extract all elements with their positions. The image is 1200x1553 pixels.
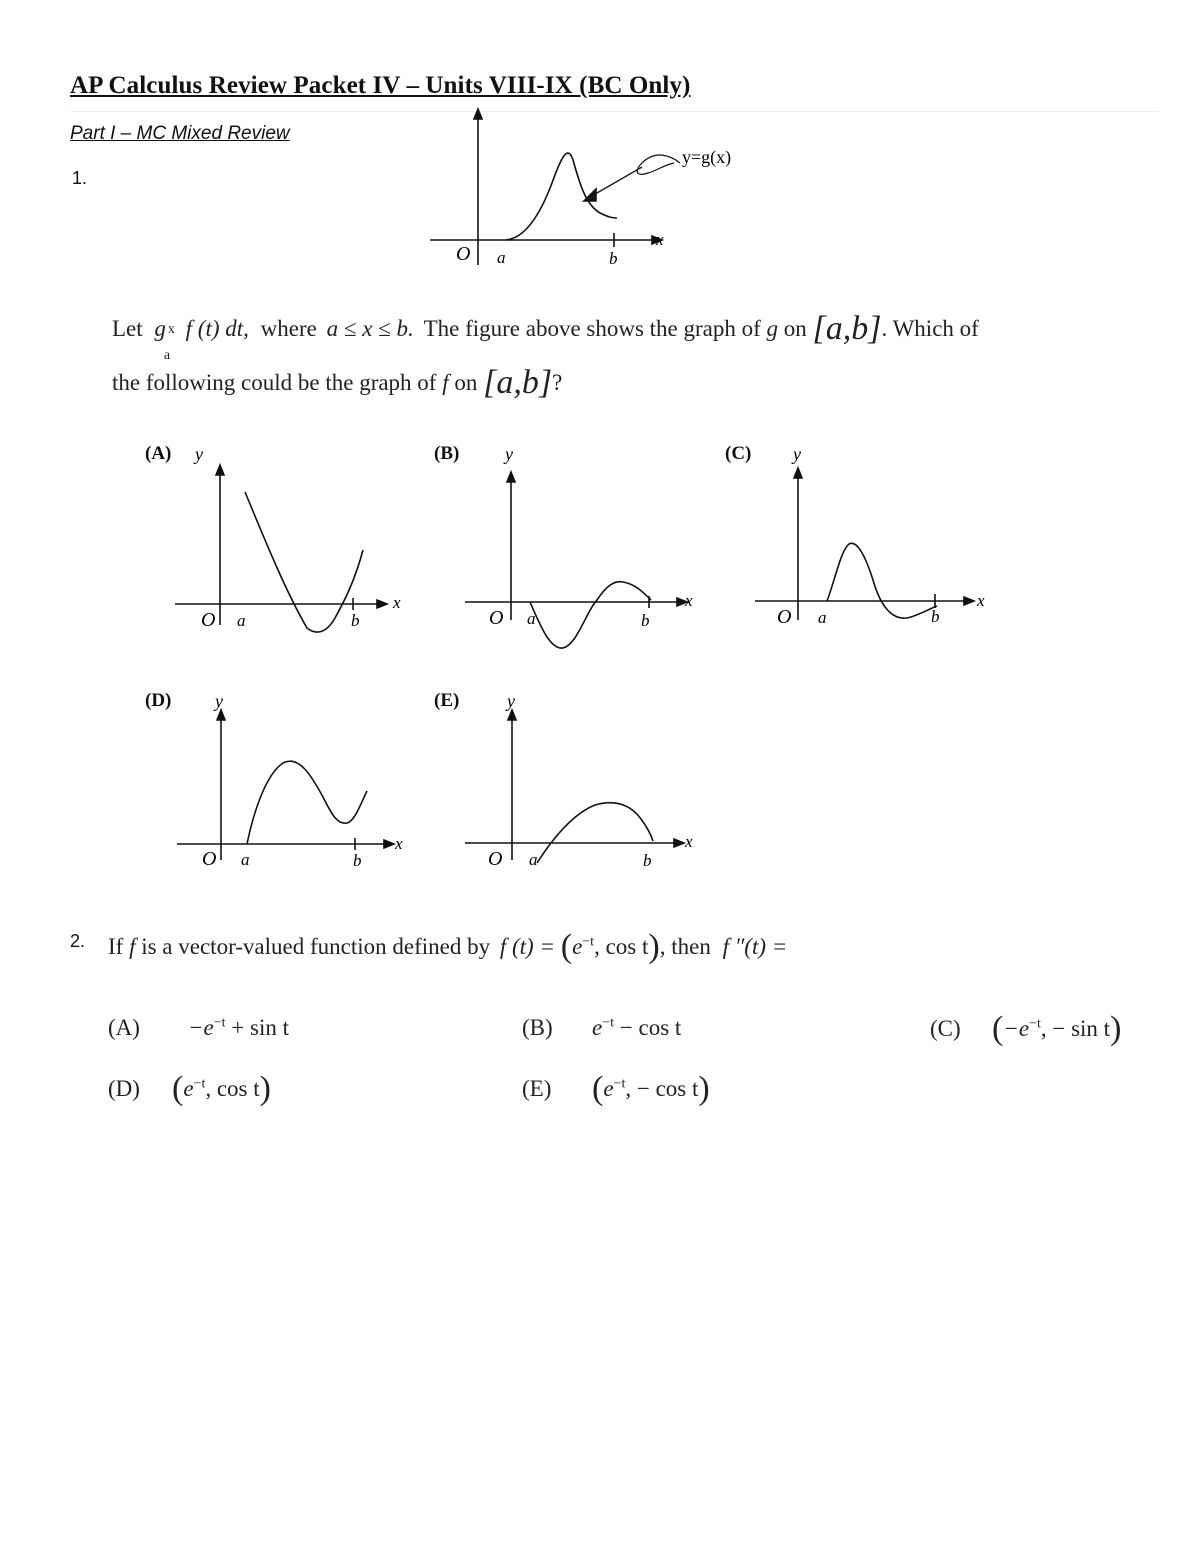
q1-choice-e-label: (E): [434, 690, 460, 711]
q2-choice-e[interactable]: (E) ($e^{-t}$, − cos t): [522, 1070, 710, 1107]
svg-text:y: y: [793, 444, 801, 464]
svg-text:O: O: [202, 848, 217, 870]
q1-choice-d-label: (D): [145, 690, 172, 711]
svg-text:y: y: [507, 691, 515, 711]
q1-choice-c-label: (C): [725, 443, 752, 464]
choice-b-curve: [530, 582, 651, 648]
q1-choice-b-graph[interactable]: [455, 440, 705, 655]
g-a-label: a: [497, 248, 506, 267]
q1-choice-b-label: (B): [434, 443, 460, 464]
svg-text:O: O: [489, 607, 504, 629]
svg-text:x: x: [685, 591, 693, 610]
choice-d-curve: [247, 761, 367, 844]
g-pointer-squiggle: [637, 155, 680, 174]
svg-text:a: a: [529, 850, 538, 869]
svg-text:x: x: [685, 832, 693, 851]
svg-text:b: b: [353, 851, 362, 870]
svg-text:b: b: [641, 611, 650, 630]
g-curve-label: y=g(x): [682, 147, 732, 167]
svg-text:b: b: [351, 611, 360, 630]
svg-text:b: b: [931, 607, 940, 626]
svg-text:a: a: [527, 609, 536, 628]
g-b-label: b: [609, 249, 618, 268]
q1-choice-a-label: (A): [145, 443, 172, 464]
q1-choice-d-graph[interactable]: [165, 685, 415, 880]
section-heading: Part I – MC Mixed Review: [70, 123, 290, 144]
svg-text:x: x: [395, 834, 403, 853]
svg-text:a: a: [241, 850, 250, 869]
q1-choice-c-graph[interactable]: [745, 440, 995, 640]
choice-a-curve: [245, 492, 363, 632]
page-title: AP Calculus Review Packet IV – Units VIII-IX (BC Only): [70, 72, 691, 99]
svg-text:a: a: [818, 608, 827, 627]
q2-choice-a[interactable]: $(A) -e^{-t} + \sin t$: [108, 1015, 289, 1040]
svg-text:O: O: [201, 609, 216, 631]
svg-text:y: y: [505, 444, 513, 464]
q2-choice-d[interactable]: (D) ($e^{-t}$, cos t): [108, 1070, 271, 1107]
svg-text:a: a: [237, 611, 246, 630]
q2-stem: If f is a vector-valued function defined by f $(t) = (e^{-t}$, cos t), then f ″(t) =: [108, 928, 788, 965]
q2-choice-c[interactable]: (C) ($-e^{-t}$, − sin t): [930, 1010, 1122, 1047]
svg-text:x: x: [977, 591, 985, 610]
question-number-2: 2.: [70, 931, 86, 951]
svg-text:O: O: [488, 848, 503, 870]
choice-e-curve: [537, 803, 653, 863]
choice-c-curve: [827, 543, 937, 618]
q2-choice-b[interactable]: (B) $e^{-t} - \cos t$: [522, 1015, 682, 1040]
g-pointer-line: [590, 167, 642, 197]
q1-stem-line1: Let g x a f (t) dt, where a ≤ x ≤ b. The figure above shows the graph of g on [a,b]. Which of: [112, 310, 979, 363]
g-graph-figure: [420, 105, 760, 275]
q1-choice-e-graph[interactable]: [455, 685, 705, 880]
svg-text:y: y: [195, 444, 203, 464]
svg-text:O: O: [777, 606, 792, 628]
g-curve: [505, 153, 617, 240]
svg-text:y: y: [215, 691, 223, 711]
q1-choice-a-graph[interactable]: [165, 440, 415, 640]
g-x-label: x: [656, 230, 664, 249]
g-pointer-arrow: [584, 189, 596, 201]
question-number-1: 1.: [72, 168, 88, 188]
q1-stem-line2: the following could be the graph of f on [a,b]?: [112, 364, 563, 401]
svg-text:b: b: [643, 851, 652, 870]
g-y-arrow: [474, 109, 482, 119]
g-origin-label: O: [456, 243, 471, 265]
svg-text:x: x: [393, 593, 401, 612]
